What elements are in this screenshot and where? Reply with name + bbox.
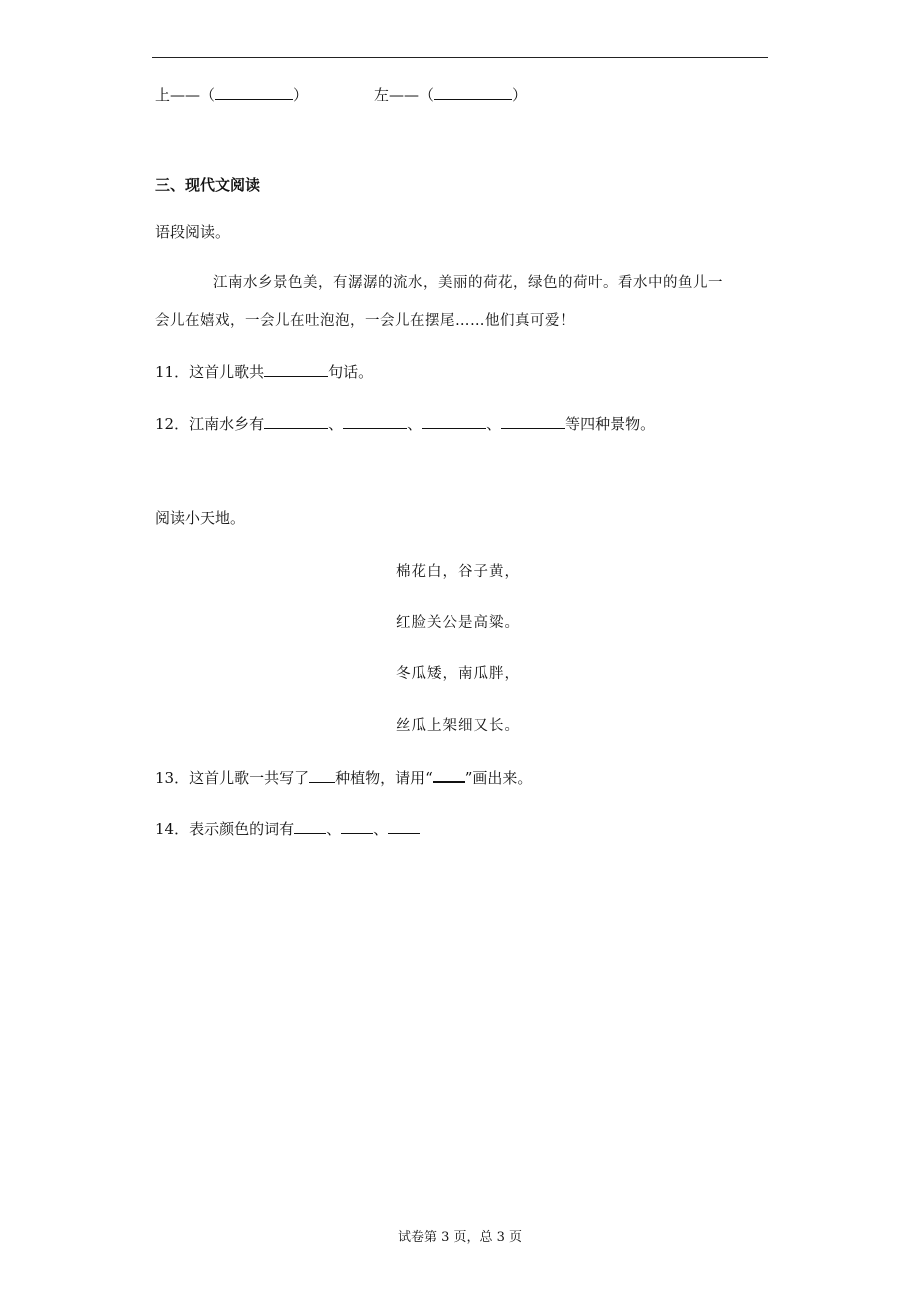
poem-line: 红脸关公是高粱。 <box>396 615 520 631</box>
blank-field[interactable] <box>264 413 328 429</box>
top-row-left <box>155 84 308 105</box>
passage1-text-line1: 江南水乡景色美，有潺潺的流水，美丽的荷花，绿色的荷叶。看水中的鱼儿一 <box>213 275 723 291</box>
item-right-prefix: 左——（ <box>374 86 435 104</box>
poem-line: 棉花白，谷子黄， <box>396 564 520 580</box>
blank-field[interactable] <box>309 767 335 783</box>
blank-field[interactable] <box>215 84 293 100</box>
section-heading: 三、现代文阅读 <box>155 176 261 194</box>
page-footer: 试卷第 3 页，总 3 页 <box>397 1230 523 1245</box>
q13-mid: 种植物，请用“ <box>335 769 433 787</box>
q12-suffix: 等四种景物。 <box>565 415 656 433</box>
passage2-intro: 阅读小天地。 <box>155 509 246 527</box>
passage1-text-line2: 会儿在嬉戏，一会儿在吐泡泡，一会儿在摆尾……他们真可爱！ <box>155 313 575 329</box>
blank-field[interactable] <box>501 413 565 429</box>
passage1-intro: 语段阅读。 <box>155 223 231 241</box>
poem-line: 冬瓜矮，南瓜胖， <box>396 666 520 682</box>
poem-line: 丝瓜上架细又长。 <box>396 718 520 734</box>
blank-field[interactable] <box>434 84 512 100</box>
q12-sep: 、 <box>407 415 423 433</box>
q13-prefix: 13．这首儿歌一共写了 <box>155 769 310 787</box>
q13-suffix: ”画出来。 <box>464 769 533 787</box>
header-rule <box>152 57 768 58</box>
blank-field[interactable] <box>294 818 326 834</box>
q12-prefix: 12．江南水乡有 <box>155 415 265 433</box>
question-12 <box>155 413 655 434</box>
item-right-suffix: ） <box>512 86 528 104</box>
blank-field[interactable] <box>343 413 407 429</box>
item-left-suffix: ） <box>293 86 309 104</box>
question-13 <box>155 766 532 788</box>
q14-prefix: 14．表示颜色的词有 <box>155 820 295 838</box>
question-14 <box>155 818 420 839</box>
q11-suffix: 句话。 <box>328 363 374 381</box>
q14-sep: 、 <box>373 820 389 838</box>
blank-field[interactable] <box>422 413 486 429</box>
blank-field[interactable] <box>264 361 328 377</box>
q14-sep: 、 <box>326 820 342 838</box>
blank-field[interactable] <box>388 818 420 834</box>
blank-field[interactable] <box>433 766 465 783</box>
q12-sep: 、 <box>486 415 502 433</box>
q12-sep: 、 <box>328 415 344 433</box>
blank-field[interactable] <box>341 818 373 834</box>
top-row-right <box>374 84 527 105</box>
item-left-prefix: 上——（ <box>155 86 216 104</box>
question-11 <box>155 361 373 382</box>
q11-prefix: 11．这首儿歌共 <box>155 363 265 381</box>
